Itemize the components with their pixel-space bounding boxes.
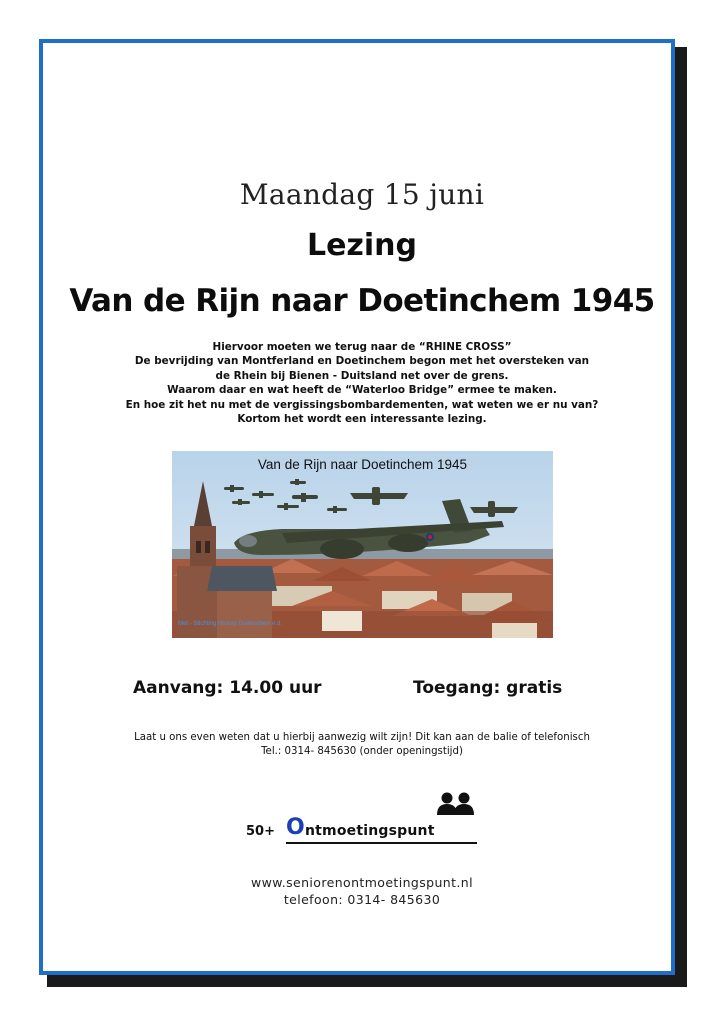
- photo-credit: Met - Stichting History Doetinchem e.d.: [178, 621, 283, 627]
- description-line: Hiervoor moeten we terug naar de “RHINE CROSS”: [212, 341, 512, 353]
- contact-phone: telefoon: 0314- 845630: [283, 892, 441, 907]
- photo-caption: Van de Rijn naar Doetinchem 1945: [257, 457, 468, 472]
- description: [90, 340, 634, 426]
- logo-name: ntmoetingspunt: [305, 823, 435, 839]
- description-line: En hoe zit het nu met de vergissingsbombardementen, wat weten we er nu van?: [125, 398, 599, 411]
- website-url: www.seniorenontmoetingspunt.nl: [251, 875, 473, 890]
- logo-initial: O: [286, 815, 305, 840]
- notice-line: Laat u ons even weten dat u hierbij aanwezig wilt zijn! Dit kan aan de balie of telefonisch: [134, 732, 590, 743]
- event-type: Lezing: [306, 228, 418, 263]
- description-line: Waarom daar en wat heeft de “Waterloo Bridge” ermee te maken.: [167, 384, 557, 397]
- admission-price: Toegang: gratis: [413, 678, 563, 698]
- event-date: Maandag 15 juni: [239, 178, 485, 211]
- logo-underline: [286, 842, 477, 844]
- organization-logo: [246, 816, 478, 846]
- photo-illustration: [172, 451, 553, 638]
- notice-line: Tel.: 0314- 845630 (onder openingstijd): [261, 746, 463, 757]
- start-time: Aanvang: 14.00 uur: [133, 678, 322, 698]
- registration-notice: [60, 731, 664, 759]
- description-line: De bevrijding van Montferland en Doetinchem begon met het oversteken van: [134, 355, 590, 368]
- lecture-photo: [172, 451, 553, 638]
- logo-prefix: 50+: [246, 824, 275, 839]
- description-line: Kortom het wordt een interessante lezing.: [237, 413, 487, 426]
- description-line: de Rhein bij Bienen - Duitsland net over de grens.: [215, 369, 509, 382]
- page-title: Van de Rijn naar Doetinchem 1945: [69, 283, 655, 319]
